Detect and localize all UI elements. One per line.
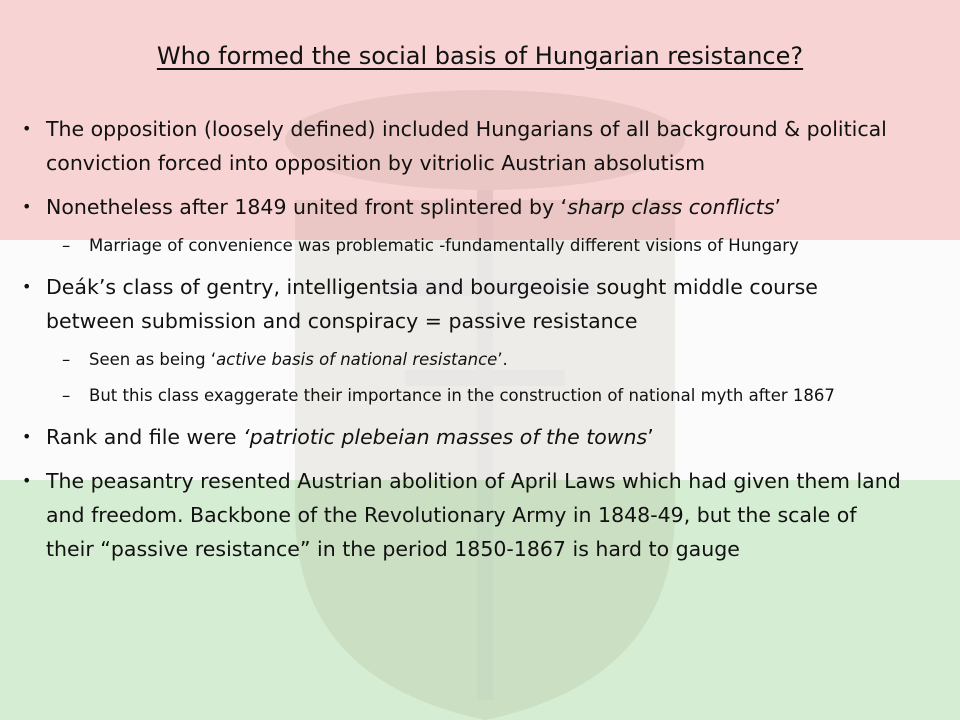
bullet-item: [22, 190, 906, 224]
emphasis-text: ‘patriotic plebeian masses of the towns: [243, 425, 648, 449]
sub-bullet-item: [46, 382, 906, 410]
bullet-marker: •: [22, 197, 32, 216]
bullet-text: The opposition (loosely defined) included Hungarians of all background & political conviction forced into opposition by vitriolic Austrian absolutism: [46, 117, 887, 175]
bullet-item: [22, 464, 906, 566]
bullet-marker: •: [22, 427, 32, 446]
bullet-text: Nonetheless after 1849 united front splintered by ‘sharp class conflicts’: [46, 195, 782, 219]
bullet-item: [22, 420, 906, 454]
sub-bullet-item: [46, 232, 906, 260]
bullet-marker: •: [22, 119, 32, 138]
sub-bullet-text: Marriage of convenience was problematic -fundamentally different visions of Hungary: [89, 236, 799, 255]
bullet-marker: •: [22, 471, 32, 490]
dash-marker: –: [62, 350, 71, 369]
emphasis-text: active basis of national resistance: [216, 350, 498, 369]
bullet-text: The peasantry resented Austrian abolition of April Laws which had given them land and freedom. Backbone of the Revolutionary Army in 1848-49, but the scale of their “passive resistance” in the period 1850-1867 is hard to gauge: [46, 469, 901, 561]
bullet-item: [22, 270, 906, 338]
sub-bullet-text: Seen as being ‘active basis of national resistance’.: [89, 350, 508, 369]
dash-marker: –: [62, 236, 71, 255]
bullet-item: [22, 112, 906, 180]
bullet-marker: •: [22, 277, 32, 296]
sub-bullet-item: [46, 346, 906, 374]
emphasis-text: sharp class conflicts: [567, 195, 775, 219]
dash-marker: –: [62, 386, 71, 405]
bullet-text: Deák’s class of gentry, intelligentsia and bourgeoisie sought middle course between submission and conspiracy = passive resistance: [46, 275, 818, 333]
slide-title: Who formed the social basis of Hungarian resistance?: [156, 42, 804, 70]
sub-bullet-text: But this class exaggerate their importance in the construction of national myth after 1867: [89, 386, 835, 405]
bullet-text: Rank and file were ‘patriotic plebeian masses of the towns’: [46, 425, 654, 449]
bullet-list: [22, 112, 906, 566]
